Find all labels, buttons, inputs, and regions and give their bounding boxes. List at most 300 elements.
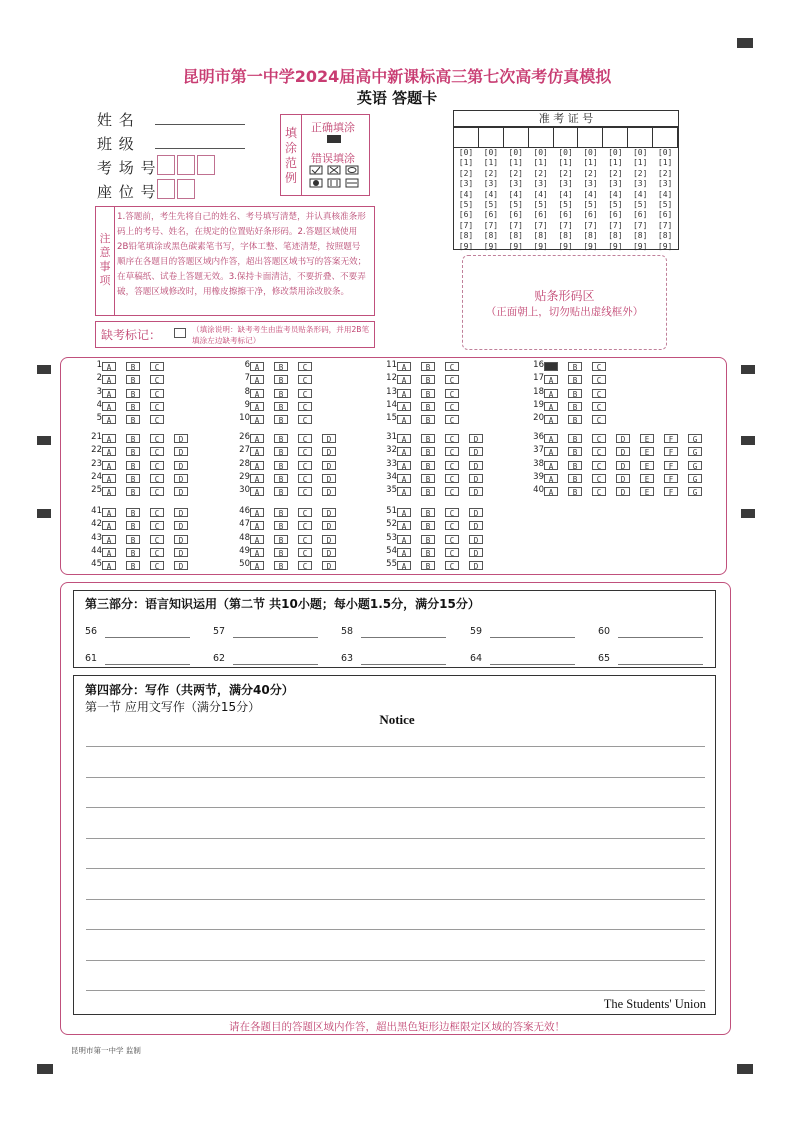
admission-digit-bubble[interactable]: [9] (583, 241, 598, 251)
option-bubble[interactable]: B (274, 389, 288, 398)
option-bubble[interactable]: C (445, 447, 459, 456)
blank-answer-line[interactable] (361, 637, 446, 638)
option-bubble[interactable]: D (469, 447, 483, 456)
option-bubble[interactable]: C (298, 447, 312, 456)
option-bubble[interactable]: B (126, 508, 140, 517)
option-bubble[interactable]: E (640, 461, 654, 470)
option-bubble[interactable]: C (150, 375, 164, 384)
option-bubble[interactable]: A (544, 389, 558, 398)
option-bubble[interactable]: D (322, 508, 336, 517)
admission-digit-bubble[interactable]: [4] (483, 189, 499, 199)
admission-digit-bubble[interactable]: [2] (458, 168, 474, 178)
admission-digit-bubble[interactable]: [4] (458, 189, 474, 199)
option-bubble[interactable]: B (568, 375, 582, 384)
option-bubble[interactable]: C (150, 535, 164, 544)
option-bubble[interactable]: A (250, 535, 264, 544)
option-bubble[interactable]: A (544, 415, 558, 424)
admission-digit-bubble[interactable]: [9] (632, 241, 648, 251)
option-bubble[interactable]: D (174, 508, 188, 517)
admission-digit-bubble[interactable]: [3] (608, 179, 623, 189)
option-bubble[interactable]: B (126, 561, 140, 570)
writing-line[interactable] (86, 929, 705, 930)
admission-digit-bubble[interactable]: [7] (632, 220, 648, 230)
option-bubble[interactable]: C (298, 362, 312, 371)
admission-digit-bubble[interactable]: [5] (632, 200, 648, 210)
admission-digit-cell[interactable] (603, 128, 628, 147)
option-bubble[interactable]: A (102, 434, 116, 443)
option-bubble[interactable]: C (592, 402, 606, 411)
option-bubble[interactable]: A (544, 375, 558, 384)
option-bubble[interactable]: C (445, 487, 459, 496)
option-bubble[interactable]: D (174, 487, 188, 496)
option-bubble[interactable]: B (568, 389, 582, 398)
option-bubble[interactable]: C (592, 362, 606, 371)
option-bubble[interactable]: A (544, 362, 558, 371)
option-bubble[interactable]: A (397, 487, 411, 496)
writing-line[interactable] (86, 868, 705, 869)
admission-digit-column[interactable] (505, 148, 527, 252)
option-bubble[interactable]: C (445, 434, 459, 443)
admission-digit-bubble[interactable]: [3] (583, 179, 598, 189)
admission-digit-bubble[interactable]: [2] (533, 168, 548, 178)
option-bubble[interactable]: B (274, 487, 288, 496)
option-bubble[interactable]: C (150, 362, 164, 371)
option-bubble[interactable]: B (421, 434, 435, 443)
admission-digit-bubble[interactable]: [1] (458, 158, 474, 168)
option-bubble[interactable]: B (126, 389, 140, 398)
option-bubble[interactable]: C (445, 548, 459, 557)
option-bubble[interactable]: B (274, 461, 288, 470)
admission-digit-bubble[interactable]: [5] (558, 200, 573, 210)
option-bubble[interactable]: B (421, 461, 435, 470)
option-bubble[interactable]: D (174, 434, 188, 443)
seat-box[interactable] (177, 179, 195, 199)
option-bubble[interactable]: B (568, 474, 582, 483)
option-bubble[interactable]: C (592, 415, 606, 424)
option-bubble[interactable]: A (102, 535, 116, 544)
admission-digit-bubble[interactable]: [6] (558, 210, 573, 220)
option-bubble[interactable]: D (174, 461, 188, 470)
admission-digit-bubble[interactable]: [4] (657, 189, 673, 199)
option-bubble[interactable]: C (298, 434, 312, 443)
option-bubble[interactable]: A (397, 434, 411, 443)
option-bubble[interactable]: A (544, 487, 558, 496)
option-bubble[interactable]: A (250, 487, 264, 496)
option-bubble[interactable]: A (397, 447, 411, 456)
writing-line[interactable] (86, 807, 705, 808)
admission-digit-bubble[interactable]: [1] (632, 158, 648, 168)
admission-digit-bubble[interactable]: [0] (632, 148, 648, 157)
option-bubble[interactable]: A (102, 461, 116, 470)
option-bubble[interactable]: D (469, 521, 483, 530)
option-bubble[interactable]: A (102, 474, 116, 483)
name-field[interactable] (155, 124, 245, 125)
admission-digit-bubble[interactable]: [3] (483, 179, 499, 189)
option-bubble[interactable]: B (274, 415, 288, 424)
admission-digit-bubble[interactable]: [6] (632, 210, 648, 220)
option-bubble[interactable]: A (102, 389, 116, 398)
option-bubble[interactable]: C (445, 535, 459, 544)
admission-digit-bubble[interactable]: [5] (608, 200, 623, 210)
option-bubble[interactable]: F (664, 447, 678, 456)
writing-line[interactable] (86, 960, 705, 961)
admission-digit-bubble[interactable]: [2] (583, 168, 598, 178)
option-bubble[interactable]: C (445, 508, 459, 517)
option-bubble[interactable]: C (445, 375, 459, 384)
admission-digit-bubble[interactable]: [8] (657, 231, 673, 241)
admission-digit-bubble[interactable]: [1] (657, 158, 673, 168)
option-bubble[interactable]: A (250, 415, 264, 424)
admission-digit-bubble[interactable]: [9] (458, 241, 474, 251)
admission-digit-cell[interactable] (628, 128, 653, 147)
option-bubble[interactable]: E (640, 487, 654, 496)
option-bubble[interactable]: A (102, 561, 116, 570)
option-bubble[interactable]: C (298, 508, 312, 517)
admission-digit-bubble[interactable]: [3] (508, 179, 523, 189)
admission-digit-bubble[interactable]: [7] (533, 220, 548, 230)
admission-digit-bubble[interactable]: [9] (657, 241, 673, 251)
blank-answer-line[interactable] (361, 664, 446, 665)
option-bubble[interactable]: C (592, 461, 606, 470)
admission-digit-column[interactable] (629, 148, 651, 252)
option-bubble[interactable]: B (274, 474, 288, 483)
blank-answer-line[interactable] (618, 637, 703, 638)
admission-digit-bubble[interactable]: [2] (657, 168, 673, 178)
admission-digit-bubble[interactable]: [0] (483, 148, 499, 157)
option-bubble[interactable]: B (126, 548, 140, 557)
option-bubble[interactable]: D (322, 535, 336, 544)
option-bubble[interactable]: G (688, 487, 702, 496)
option-bubble[interactable]: A (250, 508, 264, 517)
option-bubble[interactable]: D (174, 548, 188, 557)
admission-digit-column[interactable] (654, 148, 676, 252)
option-bubble[interactable]: A (397, 548, 411, 557)
option-bubble[interactable]: C (298, 402, 312, 411)
option-bubble[interactable]: B (274, 447, 288, 456)
option-bubble[interactable]: A (102, 508, 116, 517)
admission-digit-bubble[interactable]: [6] (483, 210, 499, 220)
option-bubble[interactable]: A (250, 521, 264, 530)
option-bubble[interactable]: F (664, 461, 678, 470)
option-bubble[interactable]: A (397, 508, 411, 517)
option-bubble[interactable]: C (298, 461, 312, 470)
option-bubble[interactable]: D (322, 487, 336, 496)
admission-digit-column[interactable] (530, 148, 552, 252)
exam-room-box[interactable] (177, 155, 195, 175)
option-bubble[interactable]: B (421, 535, 435, 544)
option-bubble[interactable]: C (298, 548, 312, 557)
option-bubble[interactable]: B (421, 474, 435, 483)
option-bubble[interactable]: C (150, 461, 164, 470)
option-bubble[interactable]: D (616, 461, 630, 470)
option-bubble[interactable]: C (150, 415, 164, 424)
option-bubble[interactable]: B (274, 561, 288, 570)
option-bubble[interactable]: B (421, 362, 435, 371)
writing-line[interactable] (86, 777, 705, 778)
admission-digit-bubble[interactable]: [8] (583, 231, 598, 241)
option-bubble[interactable]: C (445, 561, 459, 570)
option-bubble[interactable]: D (322, 521, 336, 530)
admission-digit-column[interactable] (579, 148, 601, 252)
option-bubble[interactable]: E (640, 474, 654, 483)
option-bubble[interactable]: C (445, 461, 459, 470)
option-bubble[interactable]: A (250, 402, 264, 411)
option-bubble[interactable]: B (274, 402, 288, 411)
admission-digit-bubble[interactable]: [6] (458, 210, 474, 220)
admission-digit-bubble[interactable]: [0] (558, 148, 573, 157)
writing-line[interactable] (86, 899, 705, 900)
admission-digit-bubble[interactable]: [4] (583, 189, 598, 199)
admission-digit-bubble[interactable]: [9] (608, 241, 623, 251)
admission-digit-bubble[interactable]: [5] (657, 200, 673, 210)
option-bubble[interactable]: A (544, 447, 558, 456)
option-bubble[interactable]: B (126, 402, 140, 411)
admission-digit-column[interactable] (480, 148, 502, 252)
option-bubble[interactable]: D (322, 434, 336, 443)
option-bubble[interactable]: B (274, 434, 288, 443)
option-bubble[interactable]: C (150, 548, 164, 557)
option-bubble[interactable]: B (568, 434, 582, 443)
admission-digit-cell[interactable] (653, 128, 678, 147)
admission-digit-bubble[interactable]: [5] (583, 200, 598, 210)
admission-digit-bubble[interactable]: [7] (458, 220, 474, 230)
option-bubble[interactable]: B (274, 375, 288, 384)
option-bubble[interactable]: C (592, 434, 606, 443)
admission-digit-bubble[interactable]: [7] (483, 220, 499, 230)
admission-digit-bubble[interactable]: [9] (508, 241, 523, 251)
admission-digit-cell[interactable] (554, 128, 579, 147)
option-bubble[interactable]: C (150, 402, 164, 411)
admission-digit-bubble[interactable]: [5] (458, 200, 474, 210)
admission-digit-bubble[interactable]: [5] (533, 200, 548, 210)
option-bubble[interactable]: C (150, 474, 164, 483)
option-bubble[interactable]: C (150, 508, 164, 517)
admission-digit-bubble[interactable]: [8] (483, 231, 499, 241)
option-bubble[interactable]: A (397, 535, 411, 544)
admission-digit-bubble[interactable]: [3] (458, 179, 474, 189)
option-bubble[interactable]: B (421, 561, 435, 570)
option-bubble[interactable]: A (250, 474, 264, 483)
seat-box[interactable] (157, 179, 175, 199)
option-bubble[interactable]: B (126, 487, 140, 496)
option-bubble[interactable]: B (421, 375, 435, 384)
option-bubble[interactable]: D (469, 561, 483, 570)
option-bubble[interactable]: B (421, 521, 435, 530)
admission-digit-cell[interactable] (479, 128, 504, 147)
option-bubble[interactable]: B (421, 487, 435, 496)
option-bubble[interactable]: F (664, 474, 678, 483)
admission-digit-bubble[interactable]: [7] (508, 220, 523, 230)
blank-answer-line[interactable] (233, 664, 318, 665)
option-bubble[interactable]: E (640, 447, 654, 456)
admission-digit-bubble[interactable]: [0] (533, 148, 548, 157)
admission-digit-bubble[interactable]: [2] (483, 168, 499, 178)
option-bubble[interactable]: D (174, 535, 188, 544)
option-bubble[interactable]: A (250, 375, 264, 384)
option-bubble[interactable]: A (102, 375, 116, 384)
option-bubble[interactable]: A (397, 389, 411, 398)
option-bubble[interactable]: A (102, 362, 116, 371)
option-bubble[interactable]: D (174, 474, 188, 483)
admission-digit-cell[interactable] (529, 128, 554, 147)
option-bubble[interactable]: D (322, 447, 336, 456)
option-bubble[interactable]: B (126, 415, 140, 424)
option-bubble[interactable]: C (445, 362, 459, 371)
option-bubble[interactable]: G (688, 474, 702, 483)
option-bubble[interactable]: A (397, 375, 411, 384)
option-bubble[interactable]: B (126, 474, 140, 483)
option-bubble[interactable]: B (274, 535, 288, 544)
option-bubble[interactable]: D (322, 461, 336, 470)
admission-digit-bubble[interactable]: [0] (508, 148, 523, 157)
admission-digit-bubble[interactable]: [6] (583, 210, 598, 220)
admission-digit-bubble[interactable]: [7] (583, 220, 598, 230)
admission-digit-bubble[interactable]: [1] (558, 158, 573, 168)
option-bubble[interactable]: F (664, 487, 678, 496)
option-bubble[interactable]: C (445, 474, 459, 483)
option-bubble[interactable]: A (397, 561, 411, 570)
option-bubble[interactable]: B (274, 548, 288, 557)
blank-answer-line[interactable] (618, 664, 703, 665)
option-bubble[interactable]: C (150, 561, 164, 570)
option-bubble[interactable]: C (298, 561, 312, 570)
option-bubble[interactable]: A (250, 447, 264, 456)
admission-digit-bubble[interactable]: [4] (558, 189, 573, 199)
admission-digit-bubble[interactable]: [4] (508, 189, 523, 199)
admission-digit-bubble[interactable]: [9] (533, 241, 548, 251)
option-bubble[interactable]: C (298, 375, 312, 384)
option-bubble[interactable]: A (250, 461, 264, 470)
blank-answer-line[interactable] (490, 637, 575, 638)
option-bubble[interactable]: D (469, 548, 483, 557)
admission-digit-column[interactable] (555, 148, 577, 252)
admission-digit-bubble[interactable]: [3] (657, 179, 673, 189)
option-bubble[interactable]: A (250, 548, 264, 557)
option-bubble[interactable]: C (592, 389, 606, 398)
option-bubble[interactable]: C (592, 375, 606, 384)
option-bubble[interactable]: C (445, 415, 459, 424)
admission-digit-bubble[interactable]: [2] (632, 168, 648, 178)
option-bubble[interactable]: C (592, 474, 606, 483)
option-bubble[interactable]: B (568, 415, 582, 424)
admission-digit-bubble[interactable]: [4] (608, 189, 623, 199)
option-bubble[interactable]: D (322, 474, 336, 483)
option-bubble[interactable]: D (322, 561, 336, 570)
admission-digit-bubble[interactable]: [1] (533, 158, 548, 168)
admission-digit-bubble[interactable]: [0] (608, 148, 623, 157)
option-bubble[interactable]: D (174, 447, 188, 456)
option-bubble[interactable]: C (592, 487, 606, 496)
option-bubble[interactable]: B (568, 447, 582, 456)
option-bubble[interactable]: D (469, 474, 483, 483)
option-bubble[interactable]: B (568, 461, 582, 470)
blank-answer-line[interactable] (105, 664, 190, 665)
option-bubble[interactable]: C (298, 487, 312, 496)
option-bubble[interactable]: G (688, 434, 702, 443)
exam-room-box[interactable] (157, 155, 175, 175)
option-bubble[interactable]: D (174, 561, 188, 570)
option-bubble[interactable]: C (298, 474, 312, 483)
admission-digit-cell[interactable] (578, 128, 603, 147)
blank-answer-line[interactable] (233, 637, 318, 638)
option-bubble[interactable]: A (397, 362, 411, 371)
option-bubble[interactable]: A (250, 434, 264, 443)
option-bubble[interactable]: A (544, 402, 558, 411)
admission-digit-bubble[interactable]: [2] (608, 168, 623, 178)
class-field[interactable] (155, 148, 245, 149)
option-bubble[interactable]: C (445, 402, 459, 411)
admission-digit-bubble[interactable]: [3] (533, 179, 548, 189)
admission-digit-bubble[interactable]: [9] (483, 241, 499, 251)
option-bubble[interactable]: C (445, 389, 459, 398)
option-bubble[interactable]: A (102, 548, 116, 557)
option-bubble[interactable]: A (250, 389, 264, 398)
admission-digit-bubble[interactable]: [2] (558, 168, 573, 178)
absent-bubble[interactable] (174, 328, 186, 338)
option-bubble[interactable]: B (126, 362, 140, 371)
option-bubble[interactable]: D (616, 474, 630, 483)
admission-digit-bubble[interactable]: [1] (608, 158, 623, 168)
admission-digit-bubble[interactable]: [4] (533, 189, 548, 199)
admission-digit-bubble[interactable]: [3] (632, 179, 648, 189)
option-bubble[interactable]: B (421, 402, 435, 411)
option-bubble[interactable]: A (102, 521, 116, 530)
option-bubble[interactable]: B (126, 375, 140, 384)
option-bubble[interactable]: B (126, 521, 140, 530)
writing-line[interactable] (86, 990, 705, 991)
option-bubble[interactable]: C (298, 415, 312, 424)
option-bubble[interactable]: C (298, 389, 312, 398)
admission-digit-bubble[interactable]: [1] (508, 158, 523, 168)
option-bubble[interactable]: A (102, 487, 116, 496)
option-bubble[interactable]: D (469, 434, 483, 443)
option-bubble[interactable]: B (421, 447, 435, 456)
blank-answer-line[interactable] (105, 637, 190, 638)
option-bubble[interactable]: B (421, 389, 435, 398)
admission-digit-bubble[interactable]: [8] (558, 231, 573, 241)
option-bubble[interactable]: G (688, 447, 702, 456)
option-bubble[interactable]: A (250, 561, 264, 570)
option-bubble[interactable]: A (102, 447, 116, 456)
option-bubble[interactable]: A (544, 434, 558, 443)
admission-digit-column[interactable] (604, 148, 626, 252)
option-bubble[interactable]: D (469, 508, 483, 517)
option-bubble[interactable]: B (126, 434, 140, 443)
option-bubble[interactable]: A (397, 474, 411, 483)
option-bubble[interactable]: D (616, 434, 630, 443)
option-bubble[interactable]: C (298, 521, 312, 530)
admission-digit-bubble[interactable]: [0] (583, 148, 598, 157)
admission-digit-bubble[interactable]: [6] (608, 210, 623, 220)
option-bubble[interactable]: A (397, 521, 411, 530)
option-bubble[interactable]: C (592, 447, 606, 456)
option-bubble[interactable]: C (445, 521, 459, 530)
admission-digit-bubble[interactable]: [0] (657, 148, 673, 157)
option-bubble[interactable]: C (298, 535, 312, 544)
admission-digit-bubble[interactable]: [6] (508, 210, 523, 220)
admission-digit-bubble[interactable]: [3] (558, 179, 573, 189)
option-bubble[interactable]: B (568, 487, 582, 496)
admission-digit-bubble[interactable]: [4] (632, 189, 648, 199)
option-bubble[interactable]: B (568, 362, 582, 371)
option-bubble[interactable]: D (616, 447, 630, 456)
blank-answer-line[interactable] (490, 664, 575, 665)
admission-digit-cell[interactable] (454, 128, 479, 147)
admission-digit-bubble[interactable]: [1] (583, 158, 598, 168)
admission-digit-cell[interactable] (504, 128, 529, 147)
exam-room-box[interactable] (197, 155, 215, 175)
option-bubble[interactable]: D (616, 487, 630, 496)
